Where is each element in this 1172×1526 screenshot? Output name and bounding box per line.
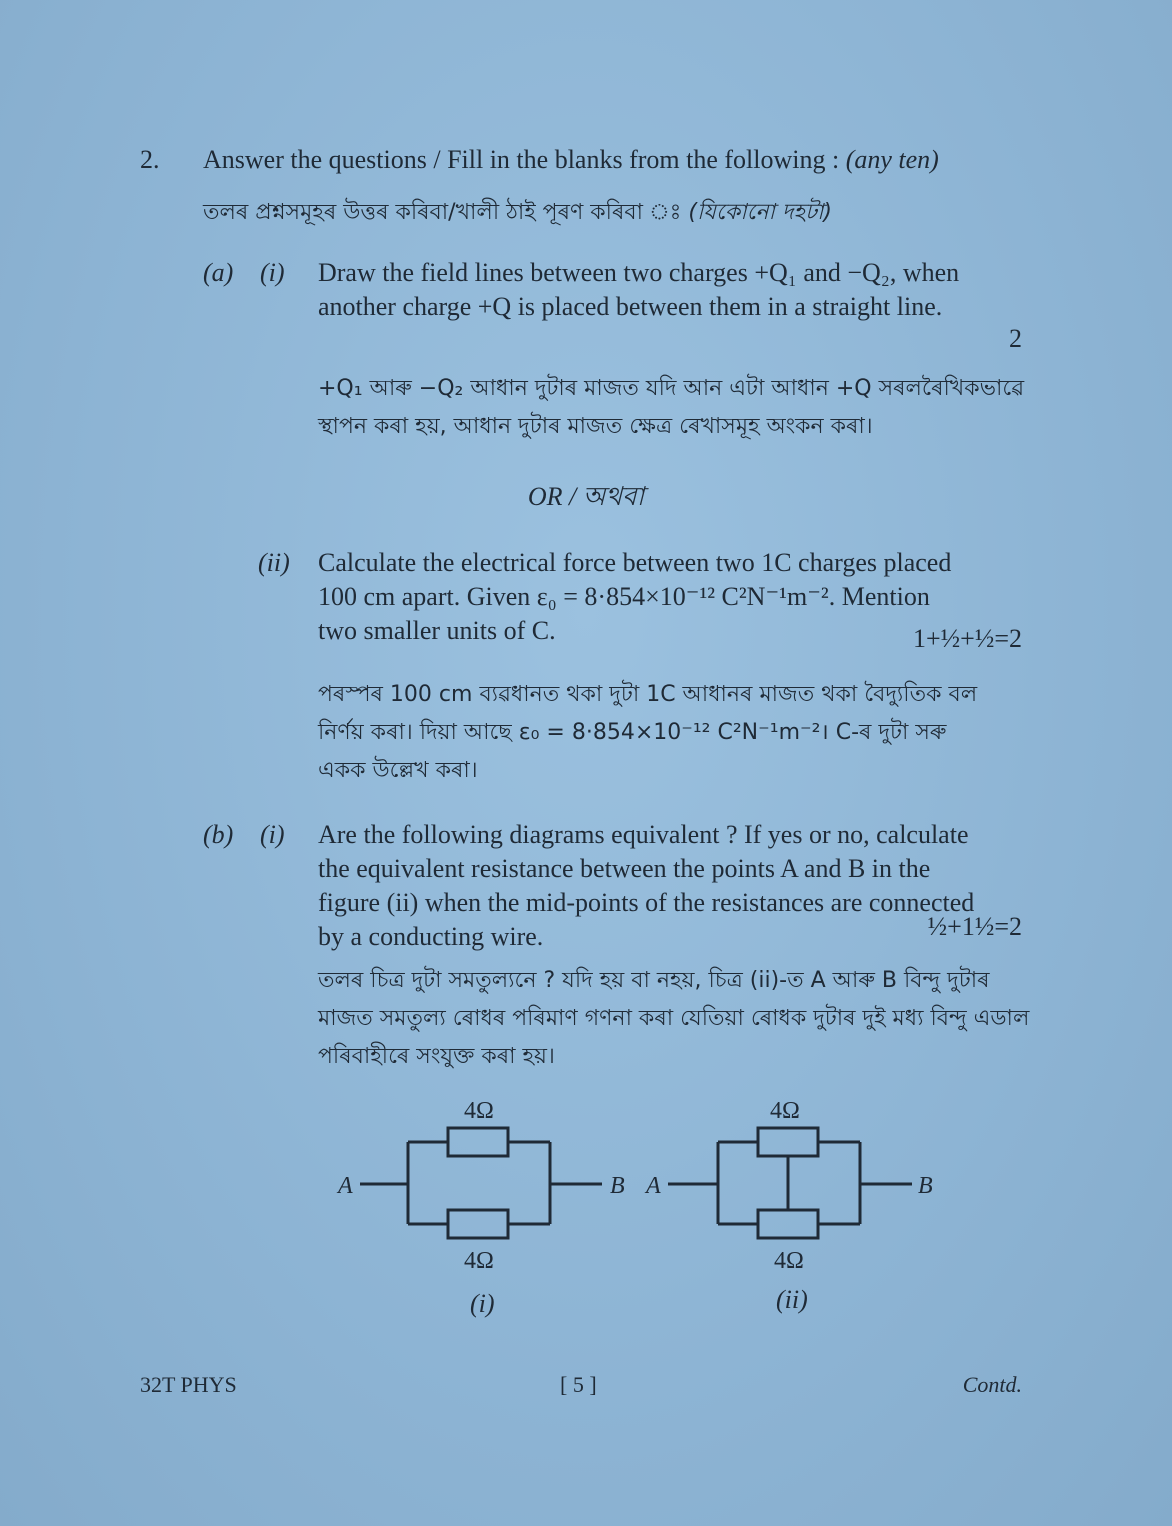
resistor-bottom	[758, 1210, 818, 1238]
part-a-ii-line-1: Calculate the electrical force between two 1C charges placed	[318, 548, 952, 577]
part-b-i-label: (i)	[260, 820, 285, 849]
part-a-i-line-1: Draw the field lines between two charges +Q₁ and −Q₂, when	[318, 258, 960, 287]
part-b-i-assamese	[318, 962, 1038, 1076]
part-b-i-bn-line-1: তলৰ চিত্ৰ দুটা সমতুল্যনে ? যদি হয় বা নহয়, চিত্ৰ (ii)-ত A আৰু B বিন্দু দুটাৰ	[318, 968, 990, 993]
fig2-bottom-label: 4Ω	[774, 1248, 804, 1274]
resistor-top	[448, 1128, 508, 1156]
part-a-ii-bn-line-3: একক উল্লেখ কৰা।	[318, 758, 478, 783]
resistor-bottom	[448, 1210, 508, 1238]
circuit-figure-2	[668, 1128, 912, 1238]
instruction-assamese-text: তলৰ প্ৰশ্নসমূহৰ উত্তৰ কৰিবা/খালী ঠাই পূৰণ কৰিবা ঃ	[203, 200, 682, 225]
part-a-i-label: (i)	[260, 258, 285, 287]
paper-code: 32T PHYS	[140, 1372, 237, 1397]
part-a-i-bn-line-2: স্থাপন কৰা হয়, আধান দুটাৰ মাজত ক্ষেত্ৰ ৰেখাসমূহ অংকন কৰা।	[318, 414, 873, 439]
part-a-ii-bn-line-1: পৰস্পৰ 100 cm ব্যৱধানত থকা দুটা 1C আধানৰ মাজত থকা বৈদ্যুতিক বল	[318, 682, 978, 707]
fig1-node-b: B	[610, 1173, 625, 1199]
fig1-top-label: 4Ω	[464, 1098, 494, 1124]
part-a-ii-assamese	[318, 676, 1038, 790]
part-b-i-line-3: figure (ii) when the mid-points of the resistances are connected	[318, 888, 975, 917]
instruction-assamese-emphasis: (যিকোনো দহটা)	[688, 200, 832, 225]
part-a-ii-label: (ii)	[258, 548, 290, 577]
fig1-caption: (i)	[470, 1289, 495, 1318]
part-b-i-marks: ½+1½=2	[927, 912, 1022, 941]
fig2-caption: (ii)	[776, 1285, 808, 1314]
part-a-ii-marks: 1+½+½=2	[913, 624, 1022, 653]
continued-note: Contd.	[962, 1372, 1022, 1397]
part-b-i-bn-line-2: মাজত সমতুল্য ৰোধৰ পৰিমাণ গণনা কৰা যেতিয়া ৰোধক দুটাৰ দুই মধ্য বিন্দু এডাল	[318, 1006, 1030, 1031]
part-a-i-english	[318, 256, 1038, 324]
fig2-node-b: B	[918, 1173, 933, 1199]
part-b-i-bn-line-3: পৰিবাহীৰে সংযুক্ত কৰা হয়।	[318, 1044, 555, 1069]
part-a-ii-line-2: 100 cm apart. Given ε₀ = 8·854×10⁻¹² C²N⁻¹m⁻². Mention	[318, 582, 930, 611]
question-number: 2.	[140, 145, 160, 174]
part-a-label: (a)	[203, 258, 234, 287]
fig1-node-a: A	[338, 1173, 353, 1199]
part-b-i-line-4: by a conducting wire.	[318, 922, 544, 951]
part-a-ii-bn-line-2: নিৰ্ণয় কৰা। দিয়া আছে ε₀ = 8·854×10⁻¹² C²N⁻¹m⁻²। C-ৰ দুটা সৰু	[318, 720, 947, 745]
fig2-top-label: 4Ω	[770, 1098, 800, 1124]
part-a-i-marks: 2	[1009, 324, 1022, 353]
resistor-top	[758, 1128, 818, 1156]
instruction-assamese	[203, 194, 1023, 232]
instruction-english-emphasis: (any ten)	[845, 145, 939, 174]
fig1-bottom-label: 4Ω	[464, 1248, 494, 1274]
part-a-i-assamese	[318, 370, 1038, 446]
circuit-diagrams	[320, 1090, 960, 1330]
part-a-ii-line-3: two smaller units of C.	[318, 616, 556, 645]
page-number: [ 5 ]	[560, 1372, 597, 1397]
part-b-i-line-2: the equivalent resistance between the points A and B in the	[318, 854, 931, 883]
part-a-i-bn-line-1: +Q₁ আৰু −Q₂ আধান দুটাৰ মাজত যদি আন এটা আধান +Q সৰলৰৈখিকভাৱে	[318, 376, 1025, 401]
part-b-i-line-1: Are the following diagrams equivalent ? If yes or no, calculate	[318, 820, 969, 849]
or-divider: OR / অথবা	[527, 482, 645, 511]
instruction-english	[203, 143, 1023, 177]
part-a-i-line-2: another charge +Q is placed between them in a straight line.	[318, 292, 943, 321]
part-b-label: (b)	[203, 820, 234, 849]
fig2-node-a: A	[646, 1173, 661, 1199]
instruction-english-text: Answer the questions / Fill in the blanks from the following :	[203, 145, 840, 174]
circuit-figure-1	[360, 1128, 602, 1238]
